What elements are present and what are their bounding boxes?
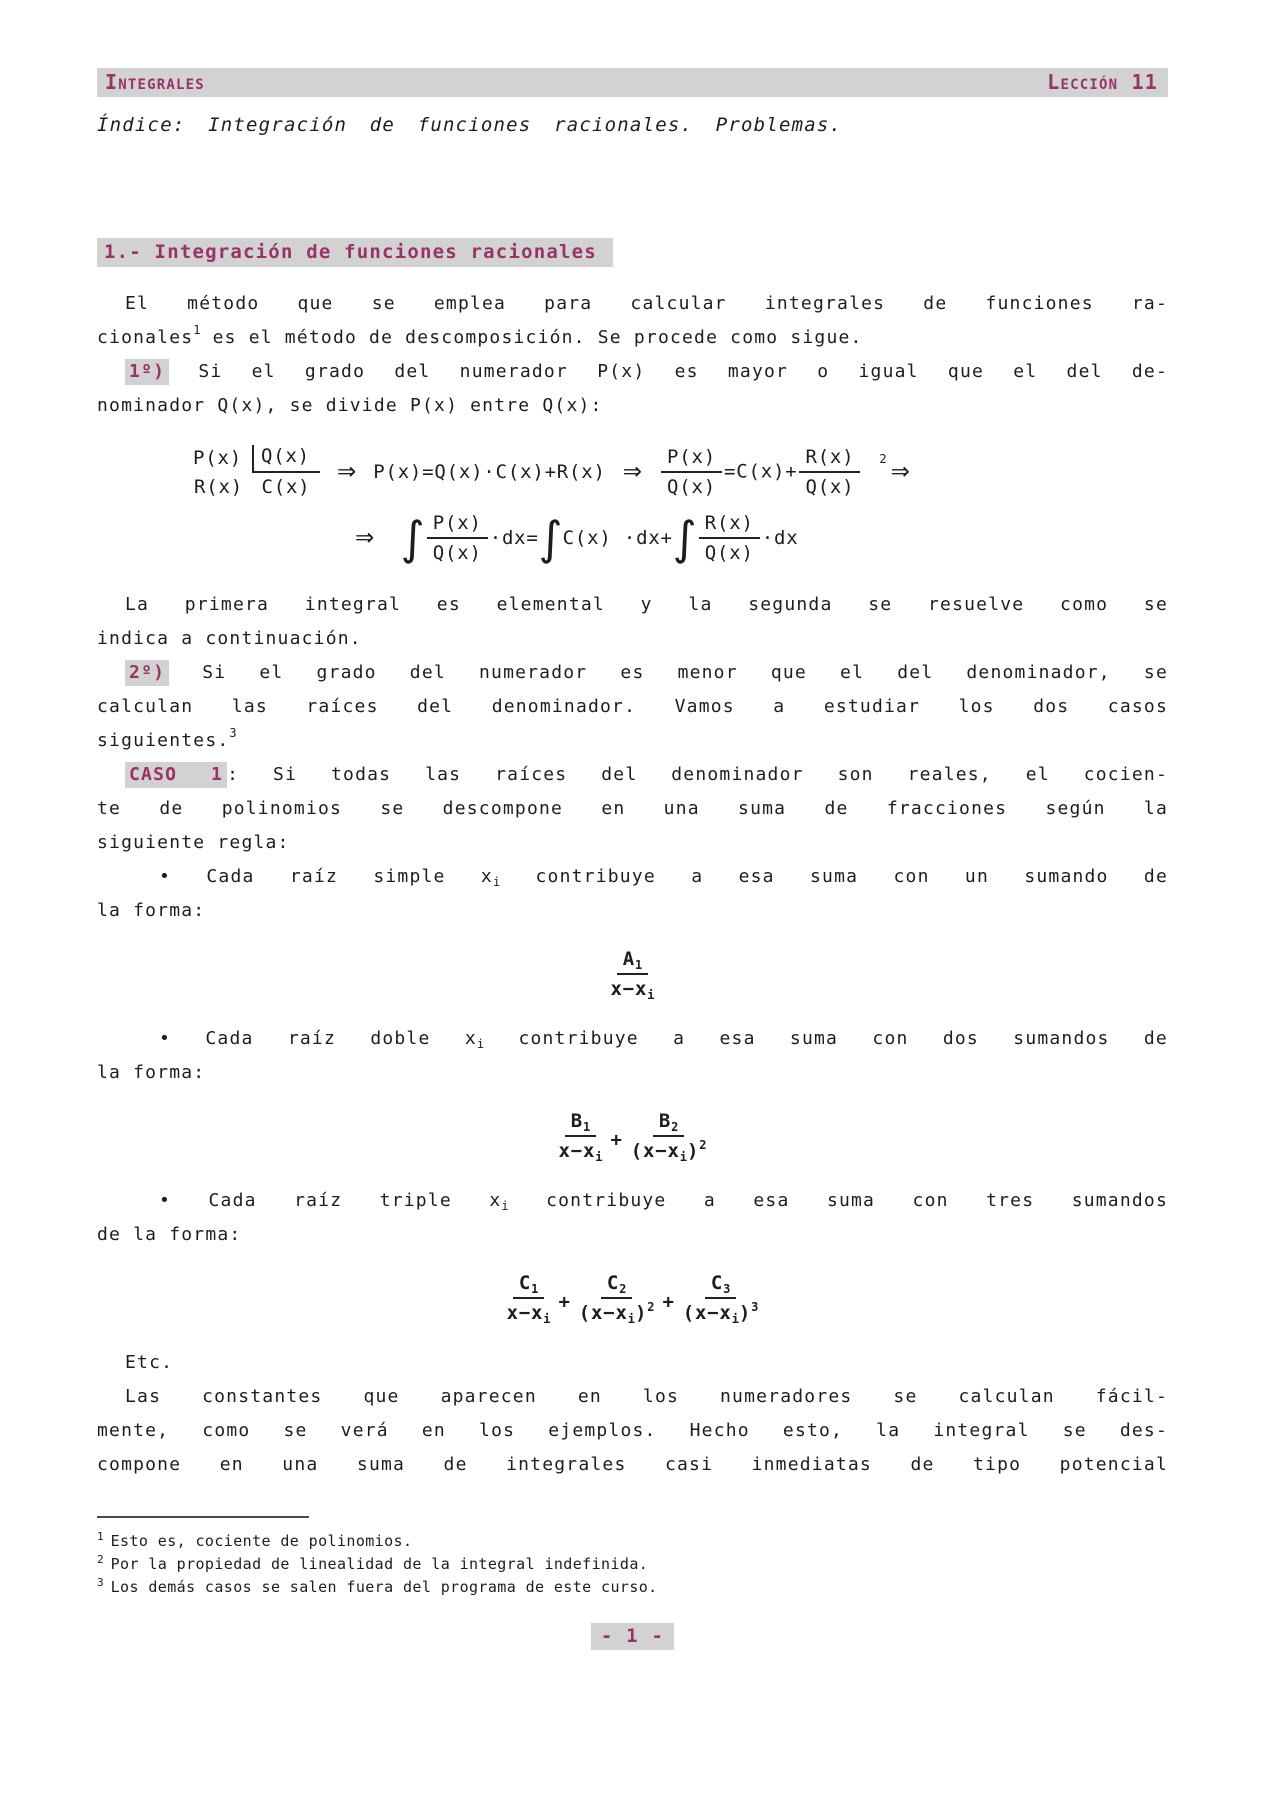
bullet-item [97, 1022, 1168, 1090]
bullet-icon: • [159, 866, 172, 887]
footnote: $^2$ Por la propiedad de linealidad de la integral indefinida. [97, 1553, 649, 1573]
paragraph [97, 758, 1168, 860]
paragraph-line: indica a continuación. [97, 628, 362, 649]
paragraph-line: mente, como se verá en los ejemplos. Hecho esto, la integral se des- [97, 1420, 1168, 1441]
fraction: $\frac{C_3}{(x-x_i)^3}$ [682, 1272, 759, 1326]
footnote-mark: 1 [97, 1530, 104, 1543]
bullet-line: • Cada raíz triple $x_i$ contribuye a esa suma con tres sumandos [159, 1190, 1168, 1213]
bullet-line: de la forma: [97, 1224, 242, 1245]
course-title: Integrales [105, 70, 205, 94]
fraction: $A_1$ $x-x_i$ [610, 948, 655, 1002]
formula-division-row [193, 445, 1168, 498]
section-heading-wrap [97, 238, 1168, 267]
fraction: $\frac{R(x)}{Q(x)}$ [799, 446, 860, 498]
lesson-number: Lección 11 [1047, 70, 1158, 94]
formula-integral-row: ⇒ ∫ P(x) Q(x) ·dx= ∫ C(x) ·dx+ ∫ R(x) Q(x) ·dx [355, 511, 799, 565]
paragraph [97, 287, 1168, 355]
paragraph [97, 656, 1168, 758]
fraction: $\frac{C_2}{(x-x_i)^2}$ [578, 1272, 655, 1326]
implies-icon: ⇒ [355, 525, 375, 551]
fraction: $C_1$ $x-x_i$ [506, 1272, 551, 1326]
dividend: P(x) [193, 447, 242, 469]
paragraph-line: te de polinomios se descompone en una suma de fracciones según la [97, 798, 1168, 819]
quotient: C(x) [261, 476, 311, 498]
remainder: R(x) [194, 476, 243, 498]
bullet-item [97, 1184, 1168, 1252]
divisor-box: Q(x) [252, 445, 320, 473]
plus-sign: + [610, 1129, 623, 1151]
paragraph [97, 588, 1168, 656]
footnote: $^3$ Los demás casos se salen fuera del programa de este curso. [97, 1576, 658, 1596]
paragraph-line: 2º) Si el grado del numerador es menor que el del denominador, se [97, 656, 1168, 690]
footnote-mark: 2 [97, 1553, 104, 1566]
paragraph-line: El método que se emplea para calcular integrales de funciones ra- [125, 293, 1168, 314]
fraction: $\frac{P(x)}{Q(x)}$ [661, 446, 722, 498]
indice-line: Índice: Integración de funciones racionales. Problemas. [97, 114, 843, 136]
implies-icon: ⇒ [890, 458, 910, 485]
fraction: R(x) Q(x) [699, 512, 760, 564]
bullet-line: la forma: [97, 900, 206, 921]
paragraph-line: Las constantes que aparecen en los numeradores se calculan fácil- [125, 1386, 1168, 1407]
footnote-separator [97, 1516, 309, 1518]
bullet-line: • Cada raíz doble $x_i$ contribuye a esa suma con dos sumandos de [159, 1028, 1168, 1051]
plus-sign: + [662, 1291, 675, 1313]
paragraph [97, 355, 1168, 423]
caso-1-chip: CASO 1 [125, 762, 227, 788]
step-2-chip: 2º) [125, 660, 169, 686]
page-number-wrap [97, 1623, 1168, 1650]
paragraph-line: siguientes.$^3$ [97, 726, 237, 751]
fraction-identity: $\frac{P(x)}{Q(x)}$ =C(x)+ $\frac{R(x)}{Q(x)}$ [659, 446, 862, 498]
fraction: $\frac{B_2}{(x-x_i)^2}$ [630, 1110, 707, 1164]
section-heading: 1.- Integración de funciones racionales [97, 238, 613, 267]
paragraph-line: nominador Q(x), se divide P(x) entre Q(x): [97, 395, 603, 416]
paragraph-line: Etc. [125, 1352, 174, 1373]
header-bar [97, 68, 1168, 97]
equation-pqcr: P(x)=Q(x)·C(x)+R(x) [373, 460, 606, 483]
long-division [193, 445, 320, 498]
paragraph [97, 1380, 1168, 1482]
bullet-line: • Cada raíz simple $x_i$ contribuye a esa suma con un sumando de [159, 866, 1168, 889]
formula-double-root [97, 1110, 1168, 1162]
formula-simple-root [97, 948, 1168, 1000]
paragraph [97, 1346, 1168, 1380]
bullet-icon: • [159, 1028, 172, 1049]
implies-with-ref [877, 451, 912, 485]
step-1-chip: 1º) [125, 359, 169, 385]
footnote-ref-2: 2 [879, 451, 887, 466]
bullet-item [97, 860, 1168, 928]
footnote: $^1$ Esto es, cociente de polinomios. [97, 1530, 413, 1550]
bullet-line: la forma: [97, 1062, 206, 1083]
paragraph-line: 1º) Si el grado del numerador P(x) es mayor o igual que el del de- [97, 355, 1168, 389]
plus-sign: + [558, 1291, 571, 1313]
paragraph-line: siguiente regla: [97, 832, 290, 853]
footnotes [97, 1530, 1168, 1599]
paragraph-line: cionales$^1$ es el método de descomposición. Se procede como sigue. [97, 323, 863, 348]
implies-icon: ⇒ [336, 458, 357, 485]
footnote-ref-3: 3 [229, 726, 237, 740]
fraction: $B_1$ $x-x_i$ [558, 1110, 603, 1164]
paragraph-line: compone en una suma de integrales casi inmediatas de tipo potencial [97, 1454, 1168, 1475]
footnote-mark: 3 [97, 1576, 104, 1589]
footnote-ref-1: 1 [193, 323, 201, 337]
paragraph-line: La primera integral es elemental y la segunda se resuelve como se [125, 594, 1168, 615]
paragraph-line: CASO 1 : Si todas las raíces del denominador son reales, el cocien- [97, 758, 1168, 792]
paragraph-line: calculan las raíces del denominador. Vamos a estudiar los dos casos [97, 696, 1168, 717]
implies-icon: ⇒ [622, 458, 643, 485]
page-number: - 1 - [591, 1623, 674, 1650]
bullet-icon: • [159, 1190, 172, 1211]
fraction: P(x) Q(x) [427, 512, 488, 564]
formula-triple-root [97, 1272, 1168, 1324]
